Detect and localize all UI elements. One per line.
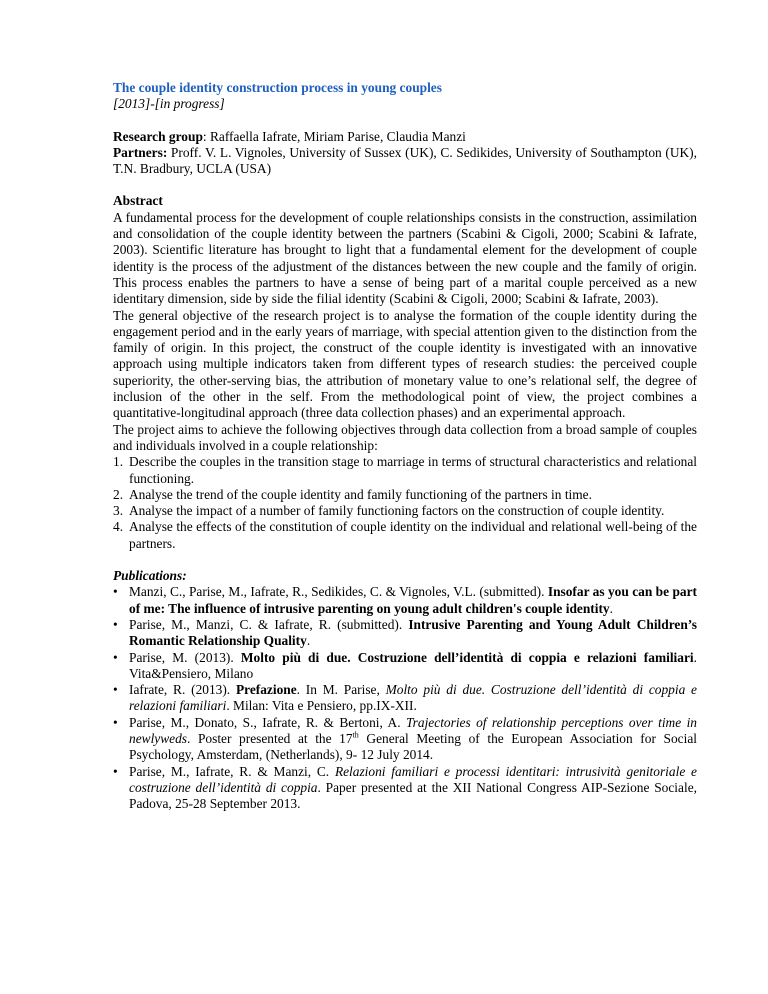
- objective-item: [113, 503, 697, 519]
- abstract-paragraph-1: A fundamental process for the development of couple relationships consists in the construction, assimilation and consolidation of the couple identity between the partners (Scabini & Cigoli, 2000; Scabini & Iafrate, 2003). Scientific literature has brought to light that a fundamental element for the development of couple identity is the process of the adjustment of the distances between the new couple and the family of origin. This process enables the partners to have a sense of being part of a marital couple perceived as a new identitary dimension, side by side the filial identity (Scabini & Cigoli, 2000; Scabini & Iafrate, 2003).: [113, 209, 697, 307]
- objective-number: 3.: [113, 503, 124, 519]
- publication-title: Relazioni familiari e processi identitari: intrusività genitoriale e costruzione dell’identità di coppia: [129, 763, 697, 795]
- publication-authors: Parise, M. (2013).: [129, 649, 241, 665]
- publication-authors: Parise, M., Donato, S., Iafrate, R. & Bertoni, A.: [129, 714, 406, 730]
- publication-title: Molto più di due. Costruzione dell’identità di coppia e relazioni familiari: [240, 649, 694, 665]
- publication-item: [113, 682, 697, 715]
- publication-item: [113, 715, 697, 764]
- document-page: [113, 80, 697, 812]
- bullet-icon: •: [113, 682, 118, 698]
- research-group-label: Research group: [113, 128, 203, 144]
- abstract-paragraph-2: The general objective of the research project is to analyse the formation of the couple identity during the engagement period and in the early years of marriage, with special attention given to the distinction from the family of origin. In this project, the construct of the couple identity is investigated with an innovative approach using multiple indicators taken from different types of research studies: the perceived couple superiority, the other-serving bias, the attribution of monetary value to one’s relational self, the degree of inclusion of the other in the self. From the methodological point of view, the project combines a quantitative-longitudinal approach (three data collection phases) and an experimental approach.: [113, 307, 697, 421]
- publication-authors: Manzi, C., Parise, M., Iafrate, R., Sedikides, C. & Vignoles, V.L. (submitted).: [129, 584, 548, 600]
- publication-title: Insofar as you can be part of me: The influence of intrusive parenting on young adult children's couple identity: [129, 584, 697, 616]
- objective-text: Analyse the trend of the couple identity and family functioning of the partners in time.: [129, 486, 592, 502]
- publication-book-title: Molto più di due. Costruzione dell’identità di coppia e relazioni familiari: [129, 682, 697, 714]
- publication-authors: Parise, M., Iafrate, R. & Manzi, C.: [129, 763, 335, 779]
- ordinal-superscript: th: [352, 730, 359, 740]
- partners-label: Partners:: [113, 144, 168, 160]
- bullet-icon: •: [113, 649, 118, 665]
- objective-item: [113, 519, 697, 552]
- project-title: The couple identity construction process in young couples: [113, 80, 442, 95]
- publication-tail: . Milan: Vita e Pensiero, pp.IX-XII.: [226, 698, 417, 714]
- objective-number: 1.: [113, 454, 124, 470]
- project-dates: [2013]-[in progress]: [113, 96, 225, 112]
- research-group-value: : Raffaella Iafrate, Miriam Parise, Claudia Manzi: [202, 128, 466, 144]
- publication-item: [113, 764, 697, 813]
- objective-number: 4.: [113, 519, 124, 535]
- publication-tail: . Vita&Pensiero, Milano: [129, 649, 697, 681]
- publication-mid: . Poster presented at the 17: [187, 730, 353, 746]
- objective-text: Analyse the impact of a number of family functioning factors on the construction of couple identity.: [129, 503, 665, 519]
- publication-tail: .: [609, 600, 613, 616]
- publication-item: [113, 584, 697, 617]
- publication-title: Intrusive Parenting and Young Adult Children’s Romantic Relationship Quality: [129, 616, 697, 649]
- publication-tail: .: [306, 633, 311, 649]
- partners-value: Proff. V. L. Vignoles, University of Sussex (UK), C. Sedikides, University of Southampton (UK), T.N. Bradbury, UCLA (USA): [113, 144, 697, 177]
- objective-text: Describe the couples in the transition stage to marriage in terms of structural characteristics and relational functioning.: [129, 454, 697, 486]
- bullet-icon: •: [113, 584, 118, 600]
- abstract-heading: Abstract: [113, 193, 163, 209]
- partners-line: [113, 145, 697, 178]
- publication-tail: . Paper presented at the XII National Congress AIP-Sezione Sociale, Padova, 25-28 September 2013.: [129, 779, 697, 812]
- objective-text: Analyse the effects of the constitution of couple identity on the individual and relational well-being of the partners.: [129, 519, 697, 551]
- objective-number: 2.: [113, 486, 124, 502]
- research-group-line: [113, 129, 697, 145]
- publication-item: [113, 617, 697, 650]
- publications-heading: Publications:: [113, 568, 187, 584]
- objective-item: [113, 454, 697, 487]
- bullet-icon: •: [113, 714, 118, 730]
- abstract-paragraph-3: The project aims to achieve the following objectives through data collection from a broad sample of couples and individuals involved in a couple relationship:: [113, 421, 697, 453]
- objectives-list: [113, 454, 697, 552]
- publications-list: [113, 584, 697, 812]
- publication-title: Trajectories of relationship perceptions over time in newlyweds: [129, 714, 697, 746]
- publication-title: Prefazione: [235, 682, 297, 698]
- publication-item: [113, 650, 697, 683]
- bullet-icon: •: [113, 763, 118, 779]
- objective-item: [113, 487, 697, 503]
- bullet-icon: •: [113, 616, 118, 632]
- publication-mid: . In M. Parise,: [296, 682, 386, 698]
- publication-authors: Parise, M., Manzi, C. & Iafrate, R. (submitted).: [129, 616, 409, 632]
- publication-tail: General Meeting of the European Association for Social Psychology, Amsterdam, (Netherlands), 9- 12 July 2014.: [129, 730, 697, 763]
- publication-authors: Iafrate, R. (2013).: [129, 682, 236, 698]
